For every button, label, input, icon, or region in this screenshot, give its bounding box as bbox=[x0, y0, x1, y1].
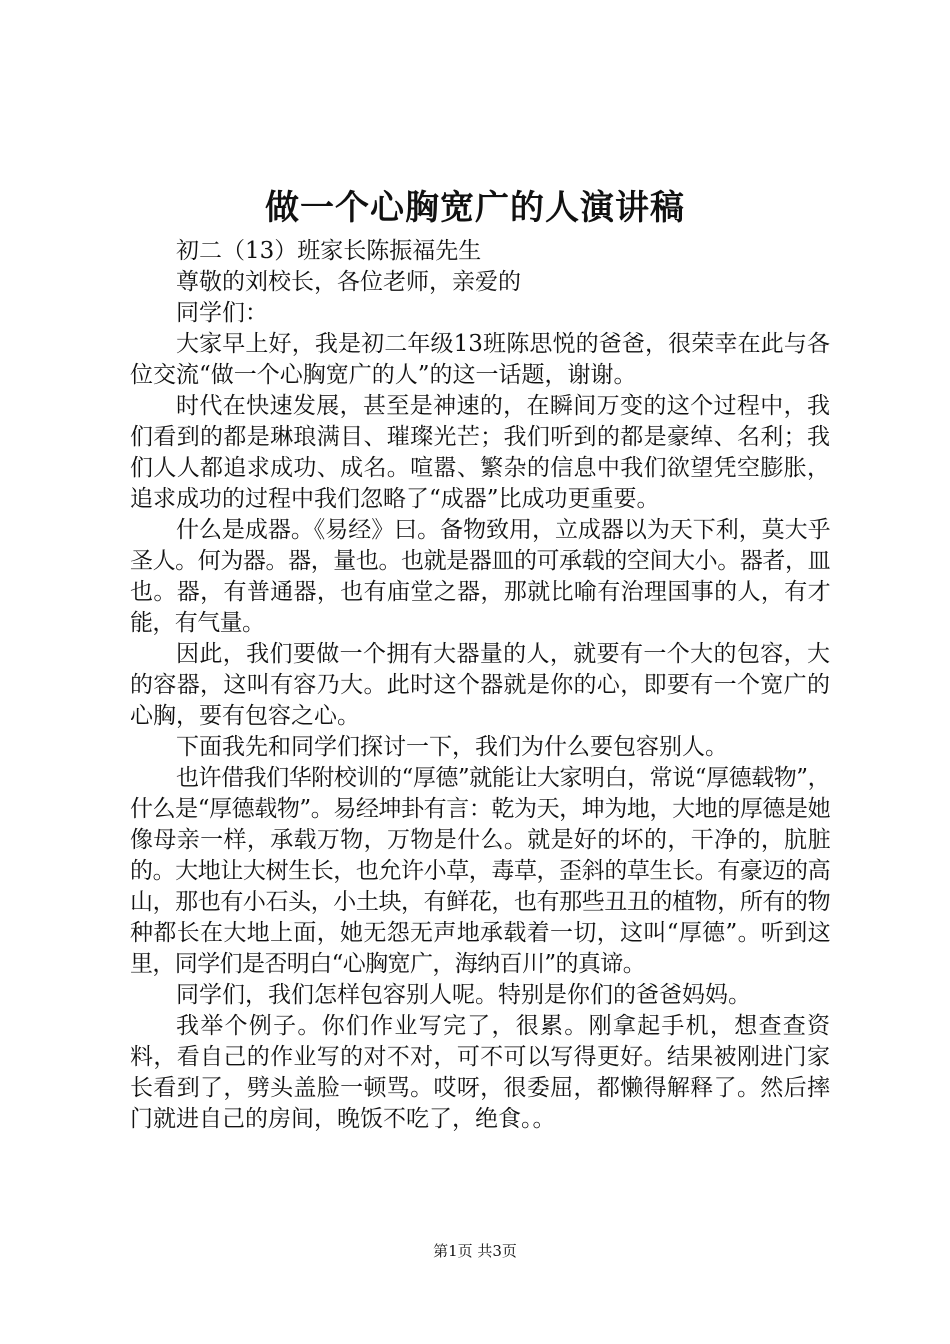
paragraph-era: 时代在快速发展，甚至是神速的，在瞬间万变的这个过程中，我们看到的都是琳琅满目、璀璨光芒；我们听到的都是豪绰、名利；我们人人都追求成功、成名。喧嚣、繁杂的信息中我们欲望凭空膨胀，追求成功的过程中我们忽略了“成器”比成功更重要。 bbox=[130, 393, 830, 512]
page-number-footer: 第1页 共3页 bbox=[433, 1242, 517, 1260]
paragraph-houde: 也许借我们华附校训的“厚德”就能让大家明白，常说“厚德载物”，什么是“厚德载物”。易经坤卦有言：乾为天，坤为地，大地的厚德是她像母亲一样，承载万物，万物是什么。就是好的坏的，干净的，肮脏的。大地让大树生长，也允许小草，毒草，歪斜的草生长。有豪迈的高山，那也有小石头，小土块，有鲜花，也有那些丑丑的植物，所有的物种都长在大地上面，她无怨无声地承载着一切，这叫“厚德”。听到这里，同学们是否明白“心胸宽广，海纳百川”的真谛。 bbox=[130, 765, 830, 977]
paragraph-example: 我举个例子。你们作业写完了，很累。刚拿起手机，想查查资料，看自己的作业写的对不对，可不可以写得更好。结果被刚进门家长看到了，劈头盖脸一顿骂。哎呀，很委屈，都懒得解释了。然后摔门就进自己的房间，晚饭不吃了，绝食。。 bbox=[130, 1013, 830, 1132]
paragraph-author: 初二（13）班家长陈振福先生 bbox=[176, 238, 482, 264]
document-body bbox=[130, 236, 830, 1135]
paragraph-why-tolerate: 下面我先和同学们探讨一下，我们为什么要包容别人。 bbox=[176, 734, 728, 760]
paragraph-rongqi: 因此，我们要做一个拥有大器量的人，就要有一个大的包容，大的容器，这叫有容乃大。此时这个器就是你的心，即要有一个宽广的心胸，要有包容之心。 bbox=[130, 641, 830, 729]
document-title: 做一个心胸宽广的人演讲稿 bbox=[265, 188, 685, 228]
paragraph-chengqi: 什么是成器。《易经》曰。备物致用，立成器以为天下利，莫大乎圣人。何为器。器，量也。也就是器皿的可承载的空间大小。器者，皿也。器，有普通器，也有庙堂之器，那就比喻有治理国事的人，有才能，有气量。 bbox=[130, 517, 830, 636]
paragraph-how-tolerate: 同学们，我们怎样包容别人呢。特别是你们的爸爸妈妈。 bbox=[176, 982, 751, 1008]
paragraph-greeting: 大家早上好，我是初二年级13班陈思悦的爸爸，很荣幸在此与各位交流“做一个心胸宽广的人”的这一话题，谢谢。 bbox=[130, 331, 830, 388]
paragraph-salutation: 尊敬的刘校长，各位老师，亲爱的 bbox=[176, 269, 521, 295]
paragraph-salutation-cont: 同学们： bbox=[176, 300, 268, 326]
